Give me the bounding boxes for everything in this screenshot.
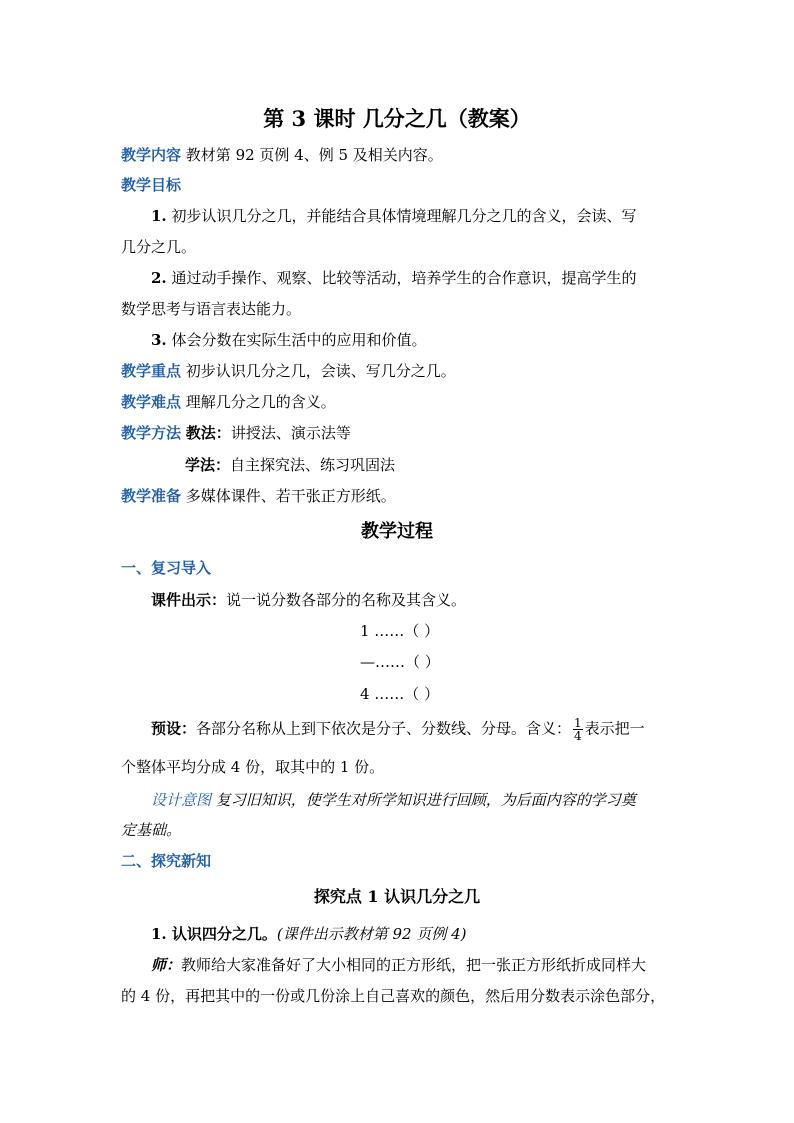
design-row	[151, 790, 636, 810]
preset-text-2: 表示把一	[584, 719, 645, 738]
goal-2-line2: 数学思考与语言表达能力。	[121, 300, 302, 318]
teacher-label: 师：	[151, 956, 182, 974]
design-text-1: 复习旧知识，使学生对所学知识进行回顾，为后面内容的学习奠	[215, 791, 636, 809]
courseware-label: 课件出示：	[151, 591, 227, 609]
goal-2-num: 2.	[151, 269, 167, 287]
content-label: 教学内容	[121, 146, 182, 164]
key-text: 初步认识几分之几，会读、写几分之几。	[185, 362, 456, 380]
fraction-row-numerator: 1 ……（ ）	[360, 622, 440, 640]
fraction-numerator: 1	[574, 716, 582, 730]
page-title: 第 3 课时 几分之几（教案）	[263, 106, 531, 131]
content-row	[121, 145, 443, 165]
teacher-text-1: 教师给大家准备好了大小相同的正方形纸，把一张正方形纸折成同样大	[181, 956, 647, 974]
learn-row	[185, 455, 395, 475]
prep-text: 多媒体课件、若干张正方形纸。	[185, 487, 396, 505]
process-title: 教学过程	[361, 521, 433, 542]
preset-line2: 个整体平均分成 4 份，取其中的 1 份。	[121, 758, 385, 776]
teach-label: 教法：	[185, 424, 231, 442]
learn-label: 学法：	[185, 456, 231, 474]
item1-row	[151, 924, 467, 944]
fraction-row-line: —……（ ）	[360, 653, 440, 671]
prep-label: 教学准备	[121, 487, 182, 505]
preset-text-1: 各部分名称从上到下依次是分子、分数线、分母。含义：	[196, 719, 572, 738]
design-line2: 定基础。	[121, 821, 182, 839]
courseware-row	[151, 590, 466, 610]
difficulty-row	[121, 392, 336, 412]
goal-3-num: 3.	[151, 331, 167, 349]
goal-1-num: 1.	[151, 207, 167, 225]
teach-text: 讲授法、演示法等	[230, 424, 351, 442]
fraction-one-quarter	[573, 717, 583, 742]
goal-1-line1	[151, 206, 636, 226]
key-row	[121, 361, 456, 381]
teacher-row	[151, 955, 646, 975]
item1-note: (课件出示教材第 92 页例 4)	[276, 925, 467, 943]
method-row	[121, 423, 351, 443]
preset-label: 预设：	[151, 719, 197, 738]
goal-2-line1	[151, 268, 636, 288]
goal-2-text: 通过动手操作、观察、比较等活动，培养学生的合作意识，提高学生的	[171, 269, 637, 287]
goal-1-text: 初步认识几分之几，并能结合具体情境理解几分之几的含义，会读、写	[171, 207, 637, 225]
fraction-denominator: 4	[574, 729, 582, 743]
preset-row	[151, 717, 645, 742]
design-label: 设计意图	[151, 791, 212, 809]
learn-text: 自主探究法、练习巩固法	[230, 456, 396, 474]
key-label: 教学重点	[121, 362, 182, 380]
goal-3-line1	[151, 330, 426, 350]
point-title: 探究点 1 认识几分之几	[313, 887, 481, 906]
goal-3-text: 体会分数在实际生活中的应用和价值。	[171, 331, 427, 349]
fraction-row-denominator: 4 ……（ ）	[360, 685, 440, 703]
method-label: 教学方法	[121, 424, 182, 442]
goals-label: 教学目标	[121, 176, 182, 194]
prep-row	[121, 486, 396, 506]
section2-heading: 二、探究新知	[121, 852, 212, 870]
section1-heading: 一、复习导入	[121, 559, 212, 577]
courseware-text: 说一说分数各部分的名称及其含义。	[226, 591, 467, 609]
teacher-line2: 的 4 份，再把其中的一份或几份涂上自己喜欢的颜色，然后用分数表示涂色部分，	[121, 987, 666, 1005]
difficulty-text: 理解几分之几的含义。	[185, 393, 336, 411]
content-text: 教材第 92 页例 4、例 5 及相关内容。	[185, 146, 443, 164]
difficulty-label: 教学难点	[121, 393, 182, 411]
item1-title: 1. 认识四分之几。	[151, 925, 277, 943]
goal-1-line2: 几分之几。	[121, 238, 197, 256]
